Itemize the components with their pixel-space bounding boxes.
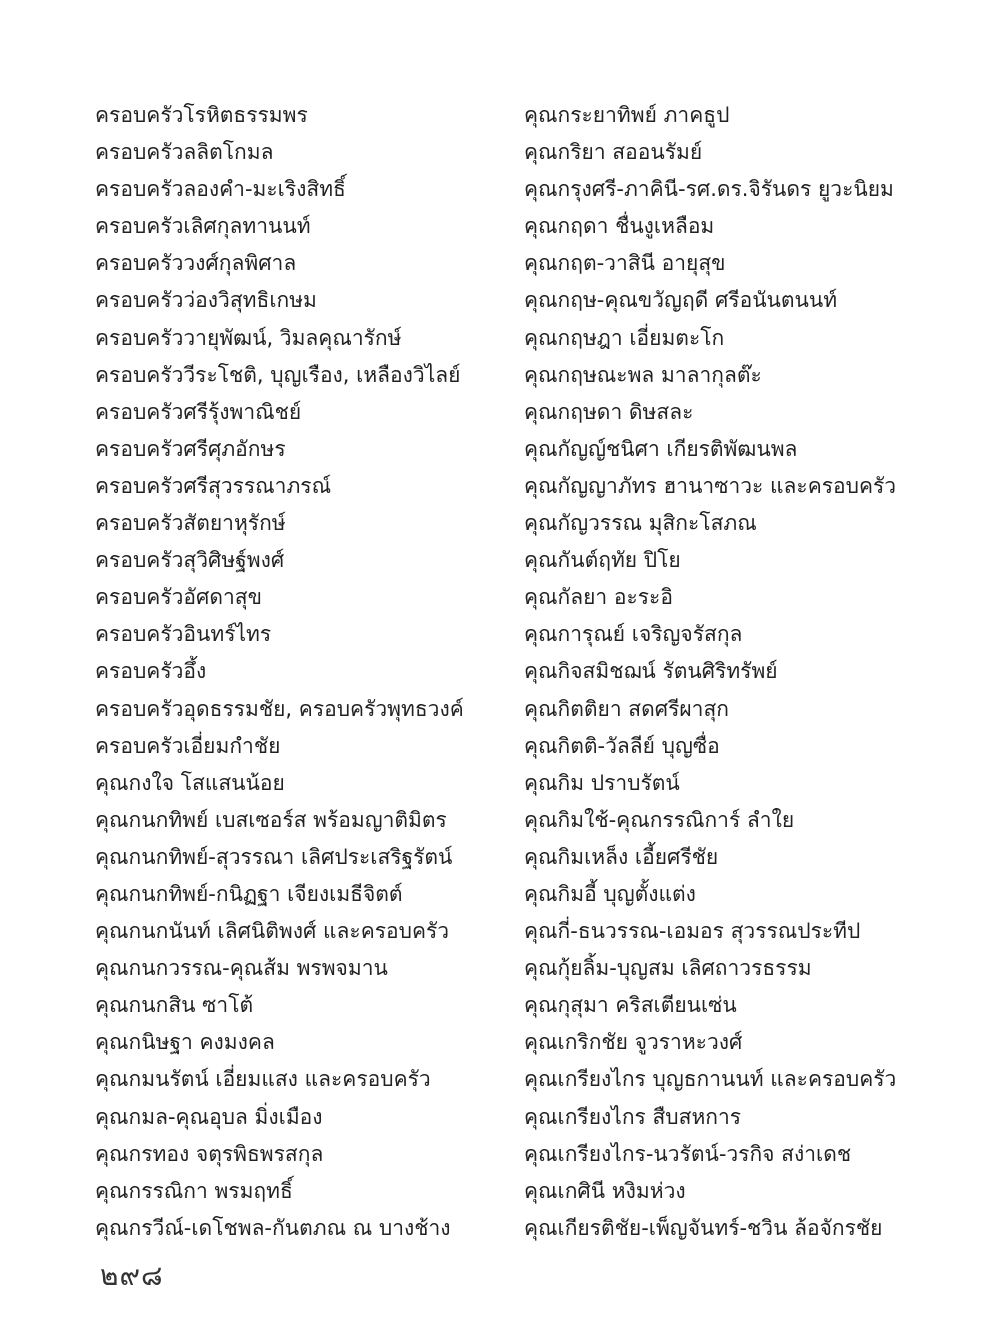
name-entry: คุณกัญญาภัทร ฮานาซาวะ และครอบครัว — [524, 473, 897, 498]
name-entry: ครอบครัวศรีรุ้งพาณิชย์ — [95, 399, 302, 424]
name-entry: คุณกนกนันท์ เลิศนิติพงศ์ และครอบครัว — [95, 919, 450, 944]
name-entry: คุณกนกสิน ซาโต้ — [95, 993, 254, 1018]
name-entry: คุณกี่-ธนวรรณ-เอมอร สุวรรณประทีป — [524, 919, 861, 944]
name-entry: ครอบครัวเอี่ยมกำชัย — [95, 733, 281, 758]
name-entry: คุณเกรียงไกร-นวรัตน์-วรกิจ สง่าเดช — [524, 1141, 852, 1166]
name-entry: คุณเกียรติชัย-เพ็ญจันทร์-ชวิน ล้อจักรชัย — [524, 1215, 883, 1240]
left-name-list — [95, 97, 500, 1247]
name-entry: ครอบครัวโรหิตธรรมพร — [95, 103, 308, 127]
name-entry: ครอบครัวว่องวิสุทธิเกษม — [95, 288, 317, 313]
name-entry: คุณกฤษณะพล มาลากุลต๊ะ — [524, 362, 762, 387]
name-entry: คุณกัลยา อะระอิ — [524, 585, 673, 610]
name-entry: ครอบครัวอัศดาสุข — [95, 585, 262, 610]
name-entry: คุณกิมเหล็ง เอี้ยศรีชัย — [524, 844, 719, 869]
name-entry: คุณกนกทิพย์ เบสเซอร์ส พร้อมญาติมิตร — [95, 807, 447, 832]
name-entry: ครอบครัวอินทร์ไทร — [95, 622, 272, 647]
name-entry: ครอบครัวอึ้ง — [95, 659, 207, 684]
name-entry: คุณกิจสมิชฌน์ รัตนศิริทรัพย์ — [524, 659, 778, 684]
name-entry: คุณกฤษดา ดิษสละ — [524, 399, 694, 424]
name-entry: ครอบครัวเลิศกุลทานนท์ — [95, 214, 311, 239]
name-entry: คุณกฤดา ชื่นงูเหลือม — [524, 214, 715, 239]
name-entry: คุณกมนรัตน์ เอี่ยมแสง และครอบครัว — [95, 1067, 431, 1092]
name-entry: คุณกิตติยา สดศรีผาสุก — [524, 696, 729, 721]
name-entry: คุณกิตติ-วัลลีย์ บุญซื่อ — [524, 733, 720, 758]
name-entry: ครอบครัววงศ์กุลพิศาล — [95, 251, 297, 276]
name-entry: คุณกริยา สออนรัมย์ — [524, 140, 703, 165]
right-name-list — [524, 97, 964, 1247]
name-entry: คุณกรทอง จตุรพิธพรสกุล — [95, 1141, 324, 1166]
name-entry: คุณกิมใช้-คุณกรรณิการ์ ลำใย — [524, 807, 795, 832]
name-entry: คุณกรรณิกา พรมฤทธิ์ — [95, 1178, 293, 1203]
name-entry: ครอบครัวอุดธรรมชัย, ครอบครัวพุทธวงค์ — [95, 696, 464, 721]
name-entry: คุณกฤษฎา เอี่ยมตะโก — [524, 325, 725, 350]
name-entry: ครอบครัวลองคำ-มะเริงสิทธิ์ — [95, 177, 346, 202]
name-entry: คุณเกรียงไกร สืบสหการ — [524, 1104, 742, 1129]
name-entry: คุณกัญวรรณ มุสิกะโสภณ — [524, 511, 757, 536]
name-entry: คุณกิมอี้ บุญตั้งแต่ง — [524, 881, 696, 906]
name-entry: คุณกรวีณ์-เดโชพล-กันตภณ ณ บางช้าง — [95, 1215, 451, 1240]
name-entry: ครอบครัววายุพัฒน์, วิมลคุณารักษ์ — [95, 325, 402, 350]
page-number: ๒๙๘ — [100, 1259, 164, 1292]
name-entry: คุณเกศินี หงิมห่วง — [524, 1178, 686, 1203]
name-entry: คุณกระยาทิพย์ ภาคธูป — [524, 103, 730, 127]
name-entry: คุณกนกวรรณ-คุณส้ม พรพจมาน — [95, 956, 388, 981]
name-entry: คุณกัญญ์ชนิศา เกียรติพัฒนพล — [524, 436, 798, 461]
name-entry: คุณกรุงศรี-ภาคินี-รศ.ดร.จิรันดร ยูวะนิยม — [524, 177, 894, 202]
name-entry: คุณกมล-คุณอุบล มิ่งเมือง — [95, 1104, 323, 1129]
name-entry: ครอบครัวลลิตโกมล — [95, 140, 274, 165]
name-entry: ครอบครัวสัตยาหุรักษ์ — [95, 511, 286, 536]
name-entry: คุณกงใจ โสแสนน้อย — [95, 770, 285, 795]
name-entry: คุณกนกทิพย์-กนิฏฐา เจียงเมธีจิตต์ — [95, 881, 403, 906]
name-entry: คุณกุสุมา คริสเตียนเซ่น — [524, 993, 737, 1018]
name-entry: คุณกนิษฐา คงมงคล — [95, 1030, 275, 1055]
name-entry: คุณกุ้ยลิ้ม-บุญสม เลิศถาวรธรรม — [524, 956, 812, 981]
name-entry: คุณกฤต-วาสินี อายุสุข — [524, 251, 726, 276]
name-entry: ครอบครัวศรีสุวรรณาภรณ์ — [95, 473, 332, 498]
name-entry: คุณกิม ปราบรัตน์ — [524, 770, 680, 795]
name-entry: คุณกนกทิพย์-สุวรรณา เลิศประเสริฐรัตน์ — [95, 844, 453, 869]
name-entry: ครอบครัววีระโชติ, บุญเรือง, เหลืองวิไลย์ — [95, 362, 461, 387]
name-entry: คุณกันต์ฤทัย ปิโย — [524, 548, 681, 573]
name-entry: คุณกฤษ-คุณขวัญฤดี ศรีอนันตนนท์ — [524, 288, 838, 313]
name-entry: คุณการุณย์ เจริญจรัสกุล — [524, 622, 743, 647]
name-entry: ครอบครัวสุวิศิษฐ์พงศ์ — [95, 548, 285, 573]
name-entry: คุณเกรียงไกร บุญธกานนท์ และครอบครัว — [524, 1067, 897, 1092]
name-entry: คุณเกริกชัย จูวราหะวงศ์ — [524, 1030, 743, 1055]
name-entry: ครอบครัวศรีศุภอักษร — [95, 436, 286, 461]
